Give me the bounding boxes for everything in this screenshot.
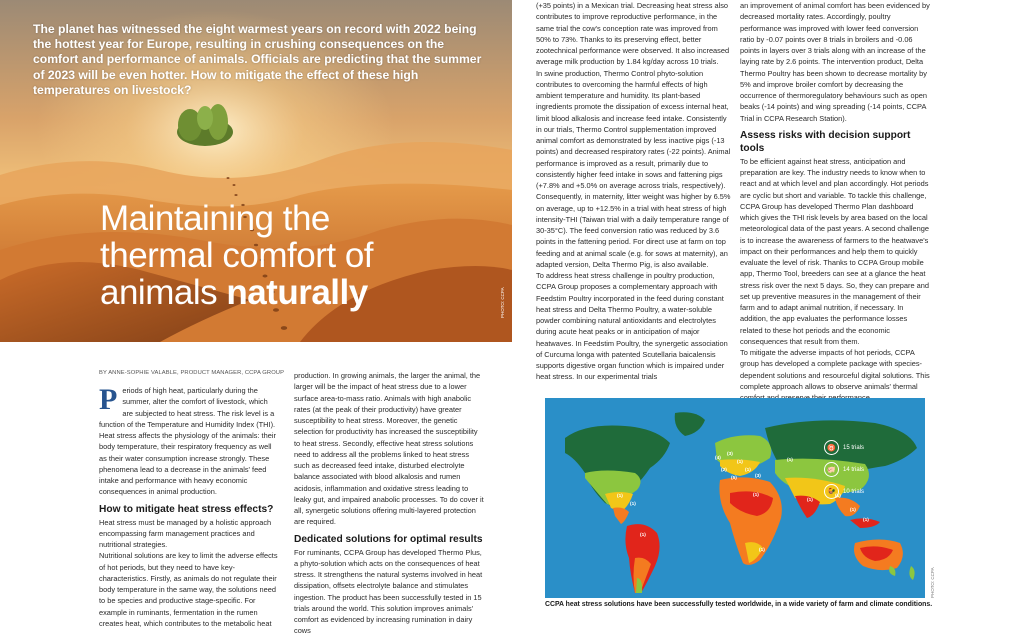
section-heading: Assess risks with decision support tools	[740, 129, 911, 154]
map-trial-label: (1)	[807, 498, 813, 503]
chicken-icon: 🐓	[824, 484, 839, 499]
map-trial-label: (5)	[731, 476, 737, 481]
map-trial-label: (1)	[850, 508, 856, 513]
byline: BY ANNE-SOPHIE VALABLE, PRODUCT MANAGER, CCPA GROUP	[99, 370, 285, 376]
map-trial-label: (3)	[755, 474, 761, 479]
title-line-3	[100, 274, 500, 311]
text-column-2	[294, 370, 484, 637]
map-legend	[824, 440, 864, 506]
world-heat-map	[545, 398, 925, 598]
paragraph: To mitigate the adverse impacts of hot periods, CCPA group has developed a complete package with species-dependent solutions and resourceful digital solutions. This complete approach allows to observe animals' thermal	[740, 348, 930, 391]
paragraph: (+35 points) in a Mexican trial. Decreasing heat stress also contributes to improve reproductive performance, in the same trial the cow's conception rate was improved from 50% to 73%. Thanks to its preserving effect, better zootechnical performance were observed. It also increased average milk production by 1.84 kg/day across 10 trials.	[536, 1, 730, 67]
paragraph-text: eriods of high heat, particularly during the summer, alter the comfort of livestock, which are subjected to heat stress. The risk level is a function of the Temperature and Humidity Index (THI). Heat stress affects the physiology of the animals: their body temperature, their respiratory frequency as well as their water consumption increase strongly. These phenomena lead to a decrease in the animals' feed intake and performance with heavy economic consequences in animal production.	[99, 386, 276, 497]
map-trial-label: (2)	[721, 468, 727, 473]
desert-hero-image	[0, 0, 512, 342]
title-line-1: Maintaining the	[100, 199, 330, 238]
left-page	[0, 0, 512, 636]
paragraph: To address heat stress challenge in poultry production, CCPA Group proposes a complementary approach with Feedstim Poultry incorporated in the feed during constant heat stress and Delta Thermo Poultry, a water-soluble powder combining natural antioxidants and electrolytes during acute heat peaks or in anticipation of major heatwaves. In Feedstim Poultry, the synergetic association of Curcuma longa with patented Scutellaria baicalensis supports digestive organ function which is impaired under heat stress. In our experimental trials	[536, 271, 728, 382]
title-line-3-regular: animals	[100, 273, 227, 312]
text-column-1	[99, 385, 279, 629]
map-trial-label: (1)	[640, 533, 646, 538]
map-trial-label: (1)	[745, 468, 751, 473]
map-photo-credit: PHOTO: CCPA	[930, 567, 935, 598]
paragraph: Heat stress must be managed by a holistic approach encompassing farm management practices and nutritional strategies.	[99, 517, 272, 549]
map-trial-label: (1)	[753, 493, 759, 498]
title-line-2: thermal comfort of	[100, 236, 374, 275]
legend-item-chicken	[824, 484, 864, 499]
legend-label: 15 trials	[843, 444, 865, 451]
pig-icon: 🐖	[824, 462, 839, 477]
world-map-illustration	[545, 398, 925, 598]
text-column-3	[536, 0, 732, 383]
map-trial-label: (1)	[787, 458, 793, 463]
title-line-3-bold: naturally	[226, 273, 368, 312]
map-trial-label: (1)	[630, 502, 636, 507]
drop-cap: P	[99, 383, 118, 416]
legend-item-pig	[824, 462, 864, 477]
text-column-4	[740, 0, 930, 403]
map-trial-label: (3)	[727, 452, 733, 457]
legend-label: 10 trials	[843, 488, 865, 495]
section-heading: Dedicated solutions for optimal results	[294, 533, 483, 545]
map-trial-label: (4)	[715, 456, 721, 461]
paragraph: an improvement of animal comfort has been evidenced by decreased mortality rates. Accordingly, poultry performance was improved with lower feed conversion ratio by -0.07 points over 8 trials in broilers and -0.06 points in layers over 3 trials along with an increase of the laying rate by 2.6 points. The intervention product, Delta Thermo Poultry has been shown to decrease mortality by 5% and improve broiler comfort by decreasing the occurrence of thermoregulatory behaviours such as open beaks (-14 points) and wing spreading (-14 points, CCPA Trial in CCPA Research Station).	[740, 1, 930, 123]
paragraph: For ruminants, CCPA Group has developed Thermo Plus, a phyto-solution which acts on the consequences of heat stress. It strengthens the natural systems involved in heat dissipation, offsets electrolyte balance and stimulates ingestion. The product has been successfully tested in 15 trials around the world. This solution improves animals' comfort as evidenced by increasing rumination in dairy cows	[294, 547, 483, 636]
paragraph: In swine production, Thermo Control phyto-solution contributes to overcoming the harmful effects of high ambient temperature and humidity. Its plant-based ingredients promote the dissipation of excess internal heat, limit blood alkalosis and increase feed intake. Consistently in our trials, Thermo Control supplementation improved animal comfort as demonstrated by less inactive pigs (-13 points) and decreased respiratory rates (-22 points). Animal performance is improved as a result, primarily due to consistently higher feed intake in sows and fattening pigs (+7.8% and +5.0% on average across trials, respectively). Consequently, in maternity, litter weight was higher by 6.5% on average, up to +12.5% in a trial with heat stress of high intensity-THI (Taiwan trial with a daily temperature range of 30-35°C). The feed conversion ratio was reduced by 3.6 points in the fattening period. For direct use at farm on top feeding and at animal scale (e.g. for sows at maternity), an adapted version, Delta Thermo Pig, is also available.	[536, 68, 731, 269]
paragraph: Nutritional solutions are key to limit the adverse effects of hot periods, but they need to have key-characteristics. Firstly, as animals do not regulate their body temperature in the same way, the solutions need to be species and productive stage-specific. For example in ruminants, fermentation in the rumen creates heat, which contributes to the metabolic heat	[99, 551, 278, 628]
map-caption: CCPA heat stress solutions have been successfully tested worldwide, in a wide variety of farm and climate conditions.	[545, 601, 933, 608]
map-trial-label: (1)	[617, 494, 623, 499]
right-page	[512, 0, 1024, 616]
map-trial-label: (1)	[863, 518, 869, 523]
legend-label: 14 trials	[843, 466, 865, 473]
cow-icon: ♉	[824, 440, 839, 455]
map-trial-label: (1)	[737, 460, 743, 465]
hero-photo-credit: PHOTO: CCPA	[500, 287, 505, 318]
paragraph: To be efficient against heat stress, anticipation and preparation are key. The industry needs to know when to react and at which level and plan accordingly. Hot periods are cyclic but short and variable. To tackle this challenge, CCPA Group has developed Thermo Plan dashboard which gives the THI risk levels by area based on the local meteorological data of the past years. A second challenge is to increase the awareness of farmers to the heatwave's impact on their performances and help them to quickly evaluate the level of risk. Thanks to CCPA Group mobile app, Thermo Tool, breeders can see at a glance the heat stress risk over the next 5 days. So, they can prepare and set up preventive measures in the management of their farm and to adapt animal nutrition, if necessary. In addition, the app evaluates the performance losses related to these hot periods and the economic consequences that result from them.	[740, 156, 929, 346]
paragraph: production. In growing animals, the larger the animal, the larger will be the impact of heat stress due to a lower surface area-to-mass ratio. Animals with high anabolic rates (at the peak of their productivity) have greater susceptibility to heat stress. Moreover, the genetic selection for productivity has increased the susceptibility to heat stress. Secondly, effective heat stress solutions need to address all the problems linked to heat stress such as decreased feed intake, disturbed electrolyte balance associated with blood alkalosis and rumen acidosis, inflammation and oxidative stress leading to leaky gut, and impaired anabolic processes. To do cover it all, synergetic solutions offering multi-layered protection are required.	[294, 371, 484, 527]
map-trial-label: (1)	[835, 494, 841, 499]
article-intro: The planet has witnessed the eight warmest years on record with 2022 being the hottest year for Europe, resulting in crushing consequences on the comfort and performance of animals. Officials are predicting that the summer of 2023 will be even hotter. How to mitigate the effect of these high temperatures on livestock?	[33, 22, 482, 97]
article-title	[100, 200, 500, 311]
paragraph	[99, 385, 279, 498]
section-heading: How to mitigate heat stress effects?	[99, 503, 274, 515]
legend-item-cow	[824, 440, 864, 455]
map-trial-label: (1)	[759, 548, 765, 553]
